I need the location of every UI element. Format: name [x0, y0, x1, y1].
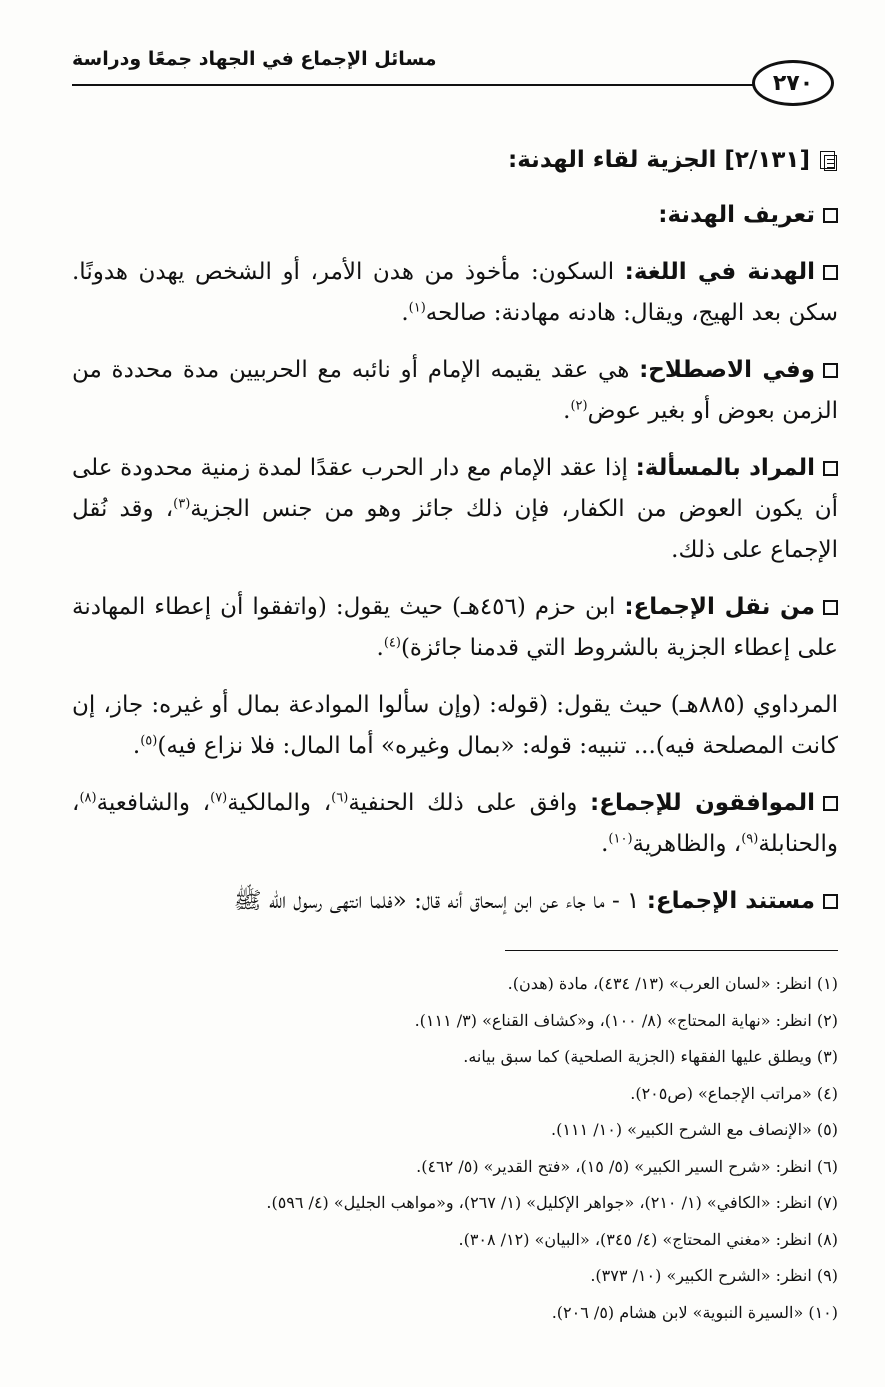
paragraph-text: المرداوي (٨٨٥هـ) حيث يقول: (قوله: (وإن سألوا الموادعة بمال أو غيره: جاز، إن كانت المصلحة فيه)... تنبيه: قوله: «بمال وغيره» أما المال: فلا نزاع فيه) — [72, 692, 838, 759]
footnote: (٢) انظر: «نهاية المحتاج» (٨/ ١٠٠)، و«كشاف القناع» (٣/ ١١١). — [414, 1010, 838, 1030]
running-header-title: مسائل الإجماع في الجهاد جمعًا ودراسة — [72, 48, 437, 70]
school-name: ، والمالكية — [227, 790, 332, 816]
footnote: (٧) انظر: «الكافي» (١/ ٢١٠)، «جواهر الإكليل» (١/ ٢٦٧)، و«مواهب الجليل» (٤/ ٥٩٦). — [266, 1193, 838, 1212]
paragraph-tail: ، وقد نُقل الإجماع على ذلك. — [72, 496, 838, 563]
paragraph-text: السكون: مأخوذ من هدن الأمر، أو الشخص يهدن هدونًا. سكن بعد الهيج، ويقال: هادنه مهادنة: صالحه — [72, 259, 838, 326]
paragraph-text: وافق على ذلك الحنفية — [348, 790, 591, 816]
footnote: (٥) «الإنصاف مع الشرح الكبير» (١٠/ ١١١). — [551, 1120, 838, 1139]
paragraph-linguistic — [72, 252, 838, 334]
document-stack-icon — [820, 151, 838, 171]
paragraph-definition-heading — [72, 195, 838, 236]
footnote-ref: (١٠) — [608, 831, 633, 847]
footnote: (٣) ويطلق عليها الفقهاء (الجزية الصلحية) كما سبق بيانه. — [463, 1047, 838, 1066]
checkbox-square-icon — [823, 796, 838, 811]
paragraph-mardawi — [72, 685, 838, 767]
paragraph-text: ١ - ما جاء عن ابن إسحاق أنه قال: «فلما انتهى رسول الله ﷺ — [233, 888, 647, 914]
paragraph-term: من نقل الإجماع: — [624, 594, 815, 620]
footnote: (١٠) «السيرة النبوية» لابن هشام (٥/ ٢٠٦). — [551, 1302, 838, 1322]
section-title: [٢/١٣١] الجزية لقاء الهدنة: — [508, 147, 810, 173]
paragraph-terminological — [72, 350, 838, 432]
paragraph-tail: . — [376, 635, 384, 661]
checkbox-square-icon — [823, 265, 838, 280]
footnote: (١) انظر: «لسان العرب» (١٣/ ٤٣٤)، مادة (هدن). — [507, 974, 838, 993]
paragraph-tail: . — [132, 733, 141, 759]
paragraph-text: إذا عقد الإمام مع دار الحرب عقدًا لمدة زمنية محدودة على أن يكون العوض من الكفار، فإن ذلك جائز وهو من جنس الجزية — [72, 455, 838, 522]
paragraph-agreeing-schools — [72, 783, 838, 865]
footnote: (٦) انظر: «شرح السير الكبير» (٥/ ١٥)، «فتح القدير» (٥/ ٤٦٢). — [416, 1156, 838, 1176]
paragraph-tail: . — [563, 398, 571, 424]
paragraph-meaning — [72, 448, 838, 571]
paragraph-evidence — [72, 881, 838, 922]
footnote: (٩) انظر: «الشرح الكبير» (١٠/ ٣٧٣). — [590, 1266, 838, 1285]
section-heading — [72, 140, 838, 181]
header-rule — [72, 84, 762, 86]
checkbox-square-icon — [823, 363, 838, 378]
paragraph-term: وفي الاصطلاح: — [639, 357, 816, 383]
paragraph-term: الهدنة في اللغة: — [624, 259, 815, 285]
main-text — [72, 140, 838, 938]
paragraph-term: مستند الإجماع: — [646, 888, 815, 914]
school-name: ، والحنابلة — [72, 790, 838, 857]
page-number-badge: ٢٧٠ — [752, 60, 834, 106]
footnote-separator — [505, 950, 838, 951]
footnote-ref: (٤) — [383, 635, 401, 651]
paragraph-tail: . — [601, 831, 609, 857]
footnote-ref: (٥) — [140, 733, 158, 749]
checkbox-square-icon — [823, 600, 838, 615]
paragraph-text: ابن حزم (٤٥٦هـ) حيث يقول: (واتفقوا أن إعطاء المهادنة على إعطاء الجزية بالشروط التي قدمنا جائزة) — [72, 594, 838, 661]
footnote-ref: (٦) — [331, 790, 349, 806]
paragraph-text: هي عقد يقيمه الإمام أو نائبه مع الحربيين مدة محددة من الزمن بعوض أو بغير عوض — [72, 357, 838, 424]
footnote-ref: (٧) — [210, 790, 228, 806]
footnote: (٤) «مراتب الإجماع» (ص٢٠٥). — [630, 1083, 838, 1103]
footnote-ref: (٨) — [79, 790, 97, 806]
paragraph-term: الموافقون للإجماع: — [590, 790, 815, 816]
paragraph-term: المراد بالمسألة: — [635, 455, 816, 481]
checkbox-square-icon — [823, 208, 838, 223]
footnotes — [72, 966, 838, 1331]
footnote-ref: (٩) — [741, 831, 759, 847]
footnote-ref: (١) — [408, 300, 426, 316]
paragraph-term: تعريف الهدنة: — [658, 202, 815, 228]
school-name: ، والشافعية — [96, 790, 211, 816]
paragraph-consensus-source — [72, 587, 838, 669]
footnote: (٨) انظر: «مغني المحتاج» (٤/ ٣٤٥)، «البيان» (١٢/ ٣٠٨). — [458, 1229, 838, 1249]
school-name: ، والظاهرية — [632, 831, 742, 857]
footnote-ref: (٢) — [570, 398, 588, 414]
checkbox-square-icon — [823, 894, 838, 909]
footnote-ref: (٣) — [173, 496, 191, 512]
checkbox-square-icon — [823, 461, 838, 476]
paragraph-tail: . — [401, 300, 409, 326]
